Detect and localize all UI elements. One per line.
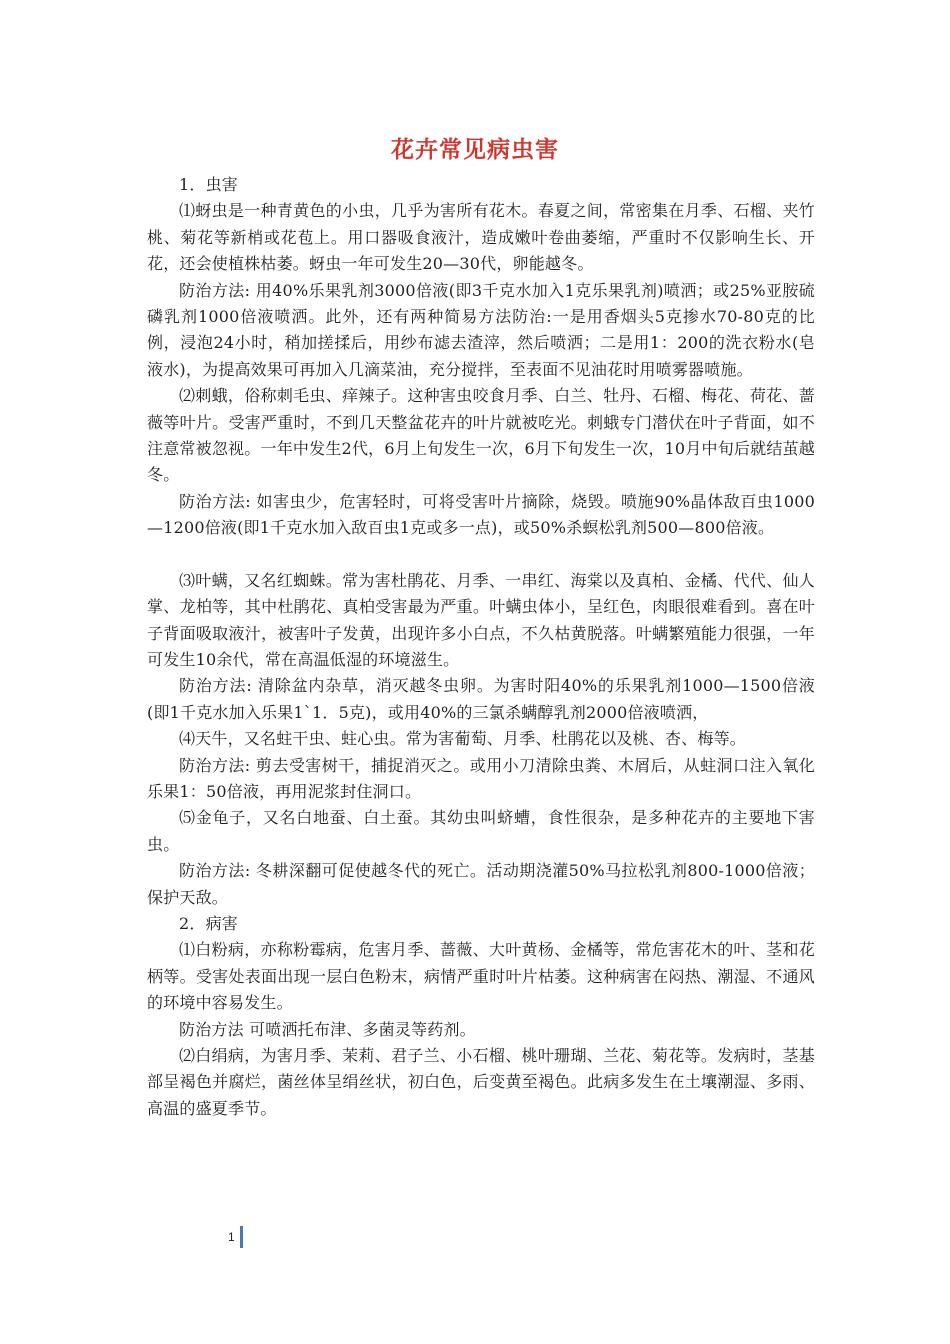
paragraph-longhorn: ⑷天牛，又名蛀干虫、蛀心虫。常为害葡萄、月季、杜鹃花以及桃、杏、梅等。	[179, 729, 747, 749]
paragraph-mite-control: 防治方法: 清除盆内杂草，消灭越冬虫卵。为害时阳40%的乐果乳剂1000—1500倍液(即1千克水加入乐果1`1．5克)，或用40%的三氯杀螨醇乳剂2000倍液喷洒，	[147, 676, 815, 722]
section-heading-diseases: 2．病害	[179, 913, 238, 933]
paragraph-powdery-mildew-control: 防治方法 可喷洒托布津、多菌灵等药剂。	[179, 1019, 476, 1039]
page-footer	[228, 1226, 243, 1248]
paragraph-beetle: ⑸金龟子，又名白地蚕、白土蚕。其幼虫叫蛴螬，食性很杂，是多种花卉的主要地下害虫。	[147, 808, 815, 854]
paragraph-moth-control: 防治方法: 如害虫少，危害轻时，可将受害叶片摘除，烧毁。喷施90%晶体敌百虫1000—1200倍液(即1千克水加入敌百虫1克或多一点)，或50%杀螟松乳剂500—800倍液。	[147, 491, 815, 538]
paragraph-longhorn-control: 防治方法: 剪去受害树干，捕捉消灭之。或用小刀清除虫粪、木屑后，从蛀洞口注入氧化乐果1：50倍液，再用泥浆封住洞口。	[147, 755, 815, 801]
paragraph-moth: ⑵刺蛾，俗称刺毛虫、痒辣子。这种害虫咬食月季、白兰、牡丹、石榴、梅花、荷花、蔷薇等叶片。受害严重时，不到几天整盆花卉的叶片就被吃光。刺蛾专门潜伏在叶子背面，如不注意常被忽视。一年中发生2代，6月上旬发生一次，6月下旬发生一次，10月中旬后就结茧越冬。	[147, 386, 815, 485]
paragraph-southern-blight: ⑵白绢病，为害月季、茉莉、君子兰、小石榴、桃叶珊瑚、兰花、菊花等。发病时，茎基部呈褐色并腐烂，菌丝体呈绢丝状，初白色，后变黄至褐色。此病多发生在土壤潮湿、多雨、高温的盛夏季节。	[147, 1046, 815, 1118]
document-title: 花卉常见病虫害	[391, 136, 559, 163]
paragraph-aphid: ⑴蚜虫是一种青黄色的小虫，几乎为害所有花木。春夏之间，常密集在月季、石榴、夹竹桃、菊花等新梢或花苞上。用口器吸食液汁，造成嫩叶卷曲萎缩，严重时不仅影响生长、开花，还会使植株枯萎。蚜虫一年可发生20—30代，卵能越冬。	[147, 201, 815, 274]
section-heading-pests: 1．虫害	[179, 175, 238, 194]
page-number-rule	[240, 1226, 243, 1248]
document-body	[147, 172, 815, 1122]
paragraph-mite: ⑶叶螨，又名红蜘蛛。常为害杜鹃花、月季、一串红、海棠以及真柏、金橘、代代、仙人掌、龙柏等，其中杜鹃花、真柏受害最为严重。叶螨虫体小，呈红色，肉眼很难看到。喜在叶子背面吸取液汁，被害叶子发黄，出现许多小白点，不久枯黄脱落。叶螨繁殖能力很强，一年可发生10余代，常在高温低湿的环境滋生。	[147, 570, 815, 669]
paragraph-aphid-control: 防治方法: 用40%乐果乳剂3000倍液(即3千克水加入1克乐果乳剂)喷洒；或25%亚胺硫磷乳剂1000倍液喷洒。此外，还有两种简易方法防治:一是用香烟头5克掺水70-80克的比例，浸泡24小时，稍加搓揉后，用纱布滤去渣滓，然后喷洒；二是用1：200的洗衣粉水(皂液水)，为提高效果可再加入几滴菜油，充分搅拌，至表面不见油花时用喷雾器喷施。	[147, 280, 815, 379]
page-number: 1	[228, 1230, 235, 1244]
paragraph-beetle-control: 防治方法: 冬耕深翻可促使越冬代的死亡。活动期浇灌50%马拉松乳剂800-1000倍液；保护天敌。	[147, 861, 815, 907]
paragraph-powdery-mildew: ⑴白粉病，亦称粉霉病，危害月季、蔷薇、大叶黄杨、金橘等，常危害花木的叶、茎和花柄等。受害处表面出现一层白色粉末，病情严重时叶片枯萎。这种病害在闷热、潮湿、不通风的环境中容易发生。	[147, 940, 815, 1013]
